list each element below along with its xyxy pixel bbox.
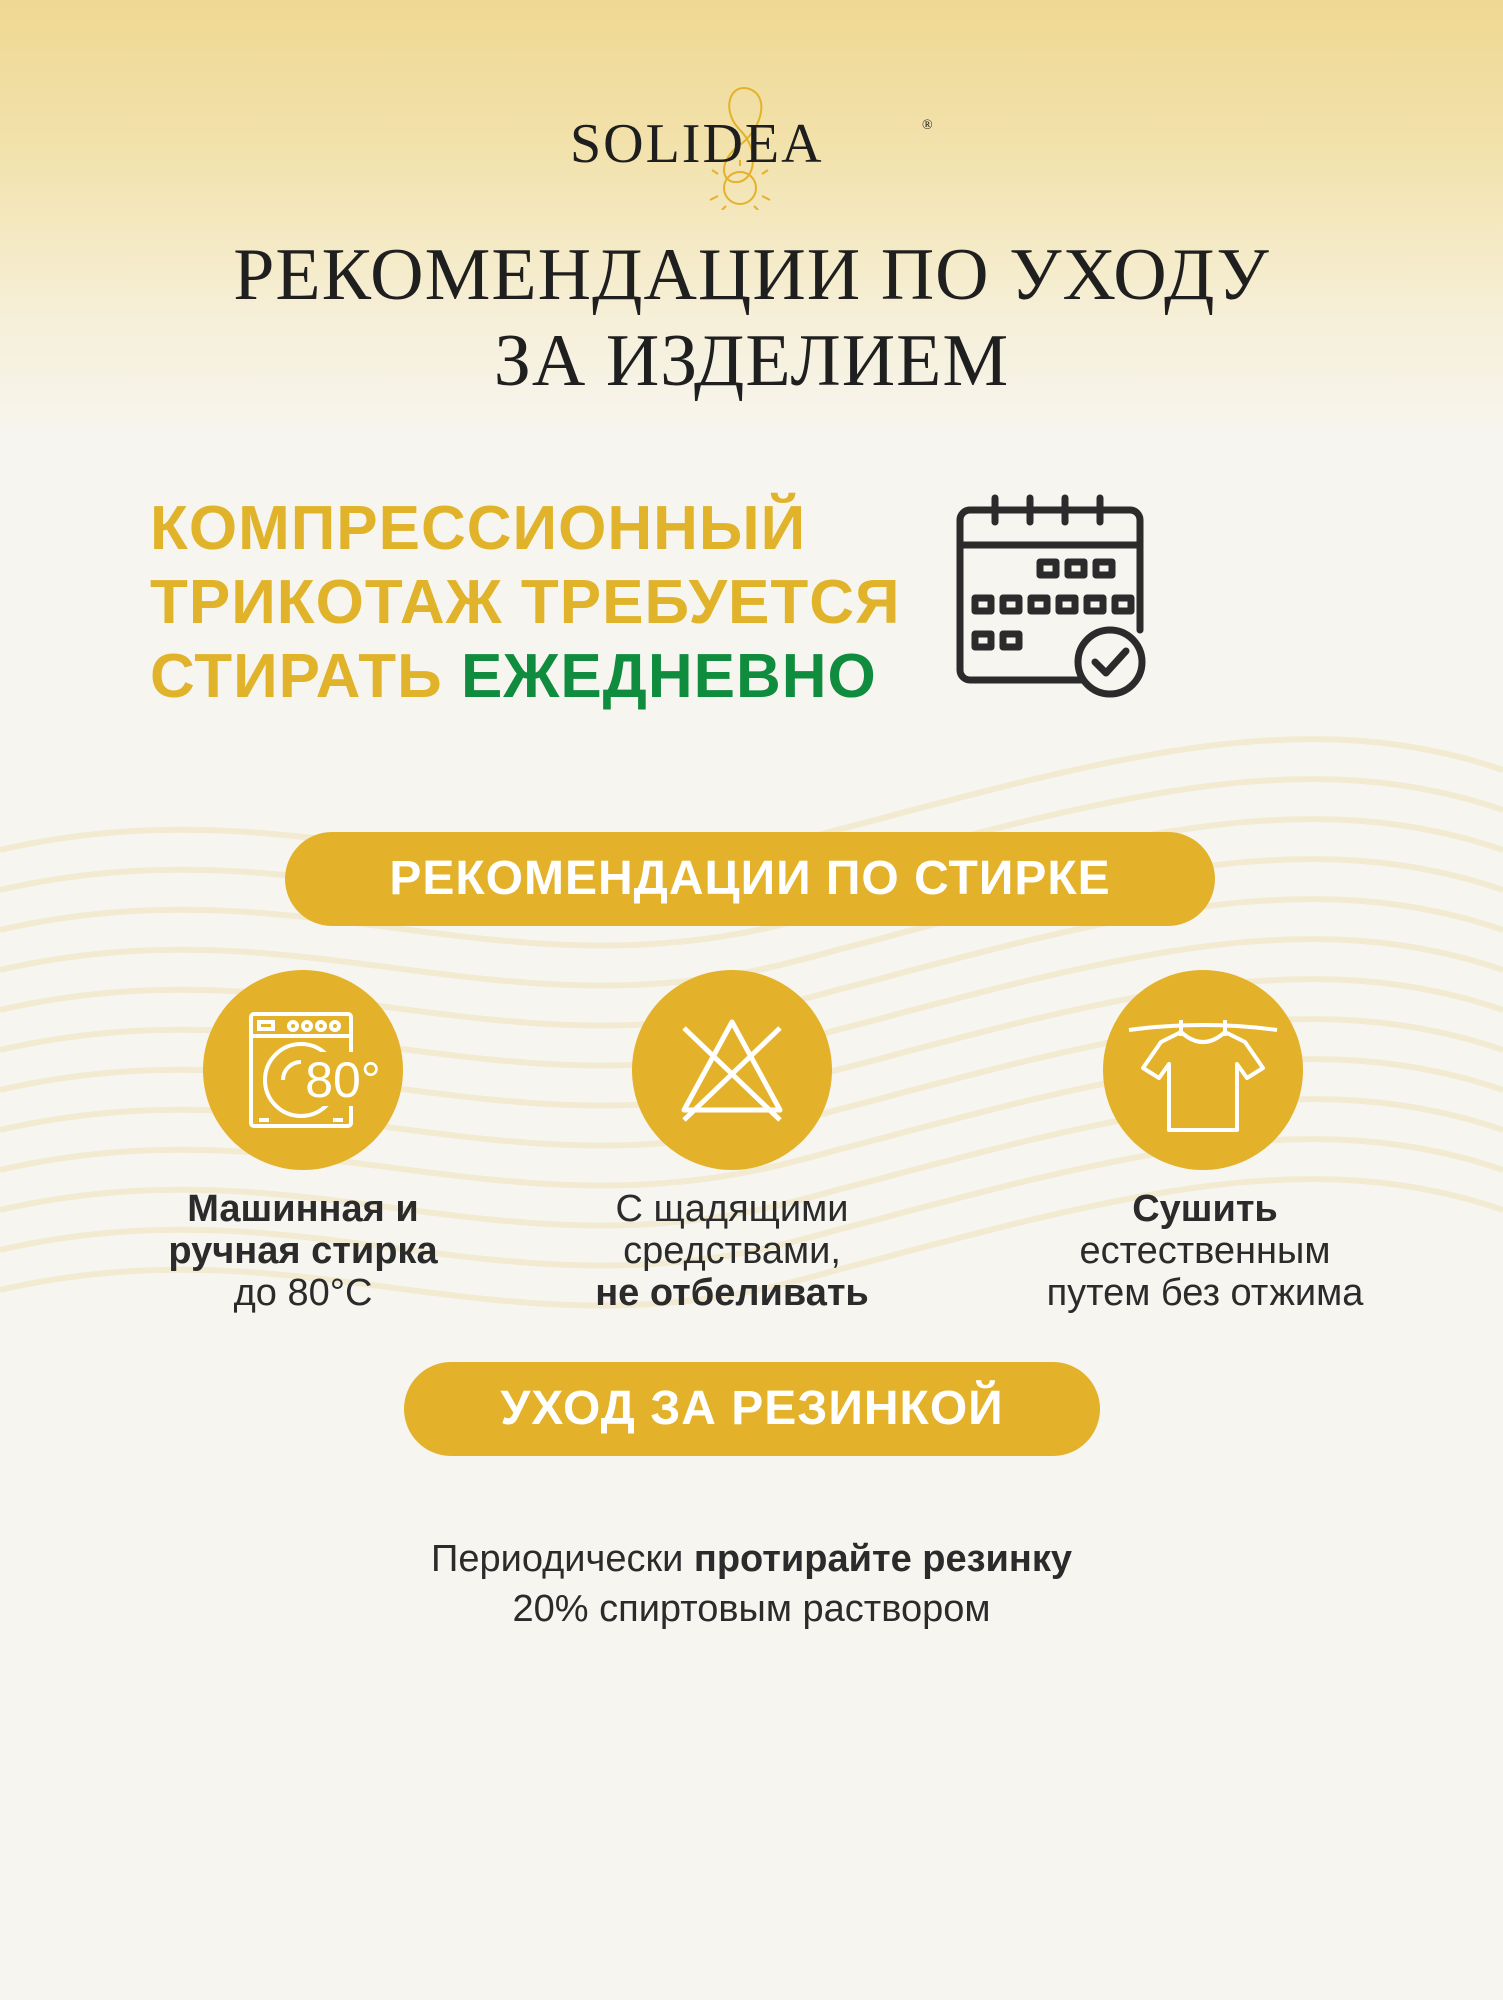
no-bleach-caption bbox=[532, 1188, 932, 1314]
brand-name: SOLIDEA bbox=[570, 113, 824, 175]
band-care-line2: 20% спиртовым раствором bbox=[512, 1588, 991, 1630]
no-bleach-icon bbox=[632, 970, 832, 1170]
caption3-normal-line1: естественным bbox=[1079, 1230, 1331, 1272]
caption2-normal-line1: С щадящими bbox=[615, 1188, 849, 1230]
line-dry-badge bbox=[1103, 970, 1303, 1170]
calendar-check-icon bbox=[950, 490, 1150, 710]
washing-machine-badge bbox=[203, 970, 403, 1170]
caption3-normal-line2: путем без отжима bbox=[1046, 1272, 1364, 1314]
washing-section-header: РЕКОМЕНДАЦИИ ПО СТИРКЕ bbox=[285, 832, 1215, 926]
headline-line3 bbox=[150, 640, 950, 714]
band-care-text bbox=[0, 1534, 1503, 1634]
page-title bbox=[0, 232, 1503, 404]
headline-line1: КОМПРЕССИОННЫЙ bbox=[150, 494, 807, 563]
band-care-text-part1: Периодически bbox=[431, 1538, 684, 1580]
temperature-label: 80° bbox=[305, 1052, 381, 1108]
caption1-bold-line1: Машинная и bbox=[187, 1188, 419, 1230]
brand-logo bbox=[560, 70, 960, 210]
band-care-text-bold: протирайте резинку bbox=[693, 1538, 1072, 1580]
caption1-bold-line2: ручная стирка bbox=[168, 1230, 438, 1272]
headline-highlight: ЕЖЕДНЕВНО bbox=[460, 642, 877, 711]
machine-wash-caption bbox=[103, 1188, 503, 1314]
headline-line3-text: СТИРАТЬ bbox=[150, 642, 443, 711]
caption2-bold: не отбеливать bbox=[595, 1272, 869, 1314]
no-bleach-badge bbox=[632, 970, 832, 1170]
caption2-normal-line2: средствами, bbox=[623, 1230, 841, 1272]
page-title-line2: ЗА ИЗДЕЛИЕМ bbox=[493, 320, 1010, 402]
band-care-section-header: УХОД ЗА РЕЗИНКОЙ bbox=[404, 1362, 1100, 1456]
washing-machine-icon bbox=[203, 970, 403, 1170]
drying-caption bbox=[990, 1188, 1420, 1314]
daily-wash-headline bbox=[150, 492, 950, 714]
page-title-line1: РЕКОМЕНДАЦИИ ПО УХОДУ bbox=[233, 234, 1270, 316]
registered-mark: ® bbox=[922, 118, 933, 133]
caption3-bold: Сушить bbox=[1132, 1188, 1278, 1230]
headline-line2: ТРИКОТАЖ ТРЕБУЕТСЯ bbox=[150, 568, 901, 637]
caption1-normal: до 80°С bbox=[233, 1272, 373, 1314]
line-dry-tshirt-icon bbox=[1103, 970, 1303, 1170]
band-care-line1 bbox=[0, 1534, 1503, 1584]
